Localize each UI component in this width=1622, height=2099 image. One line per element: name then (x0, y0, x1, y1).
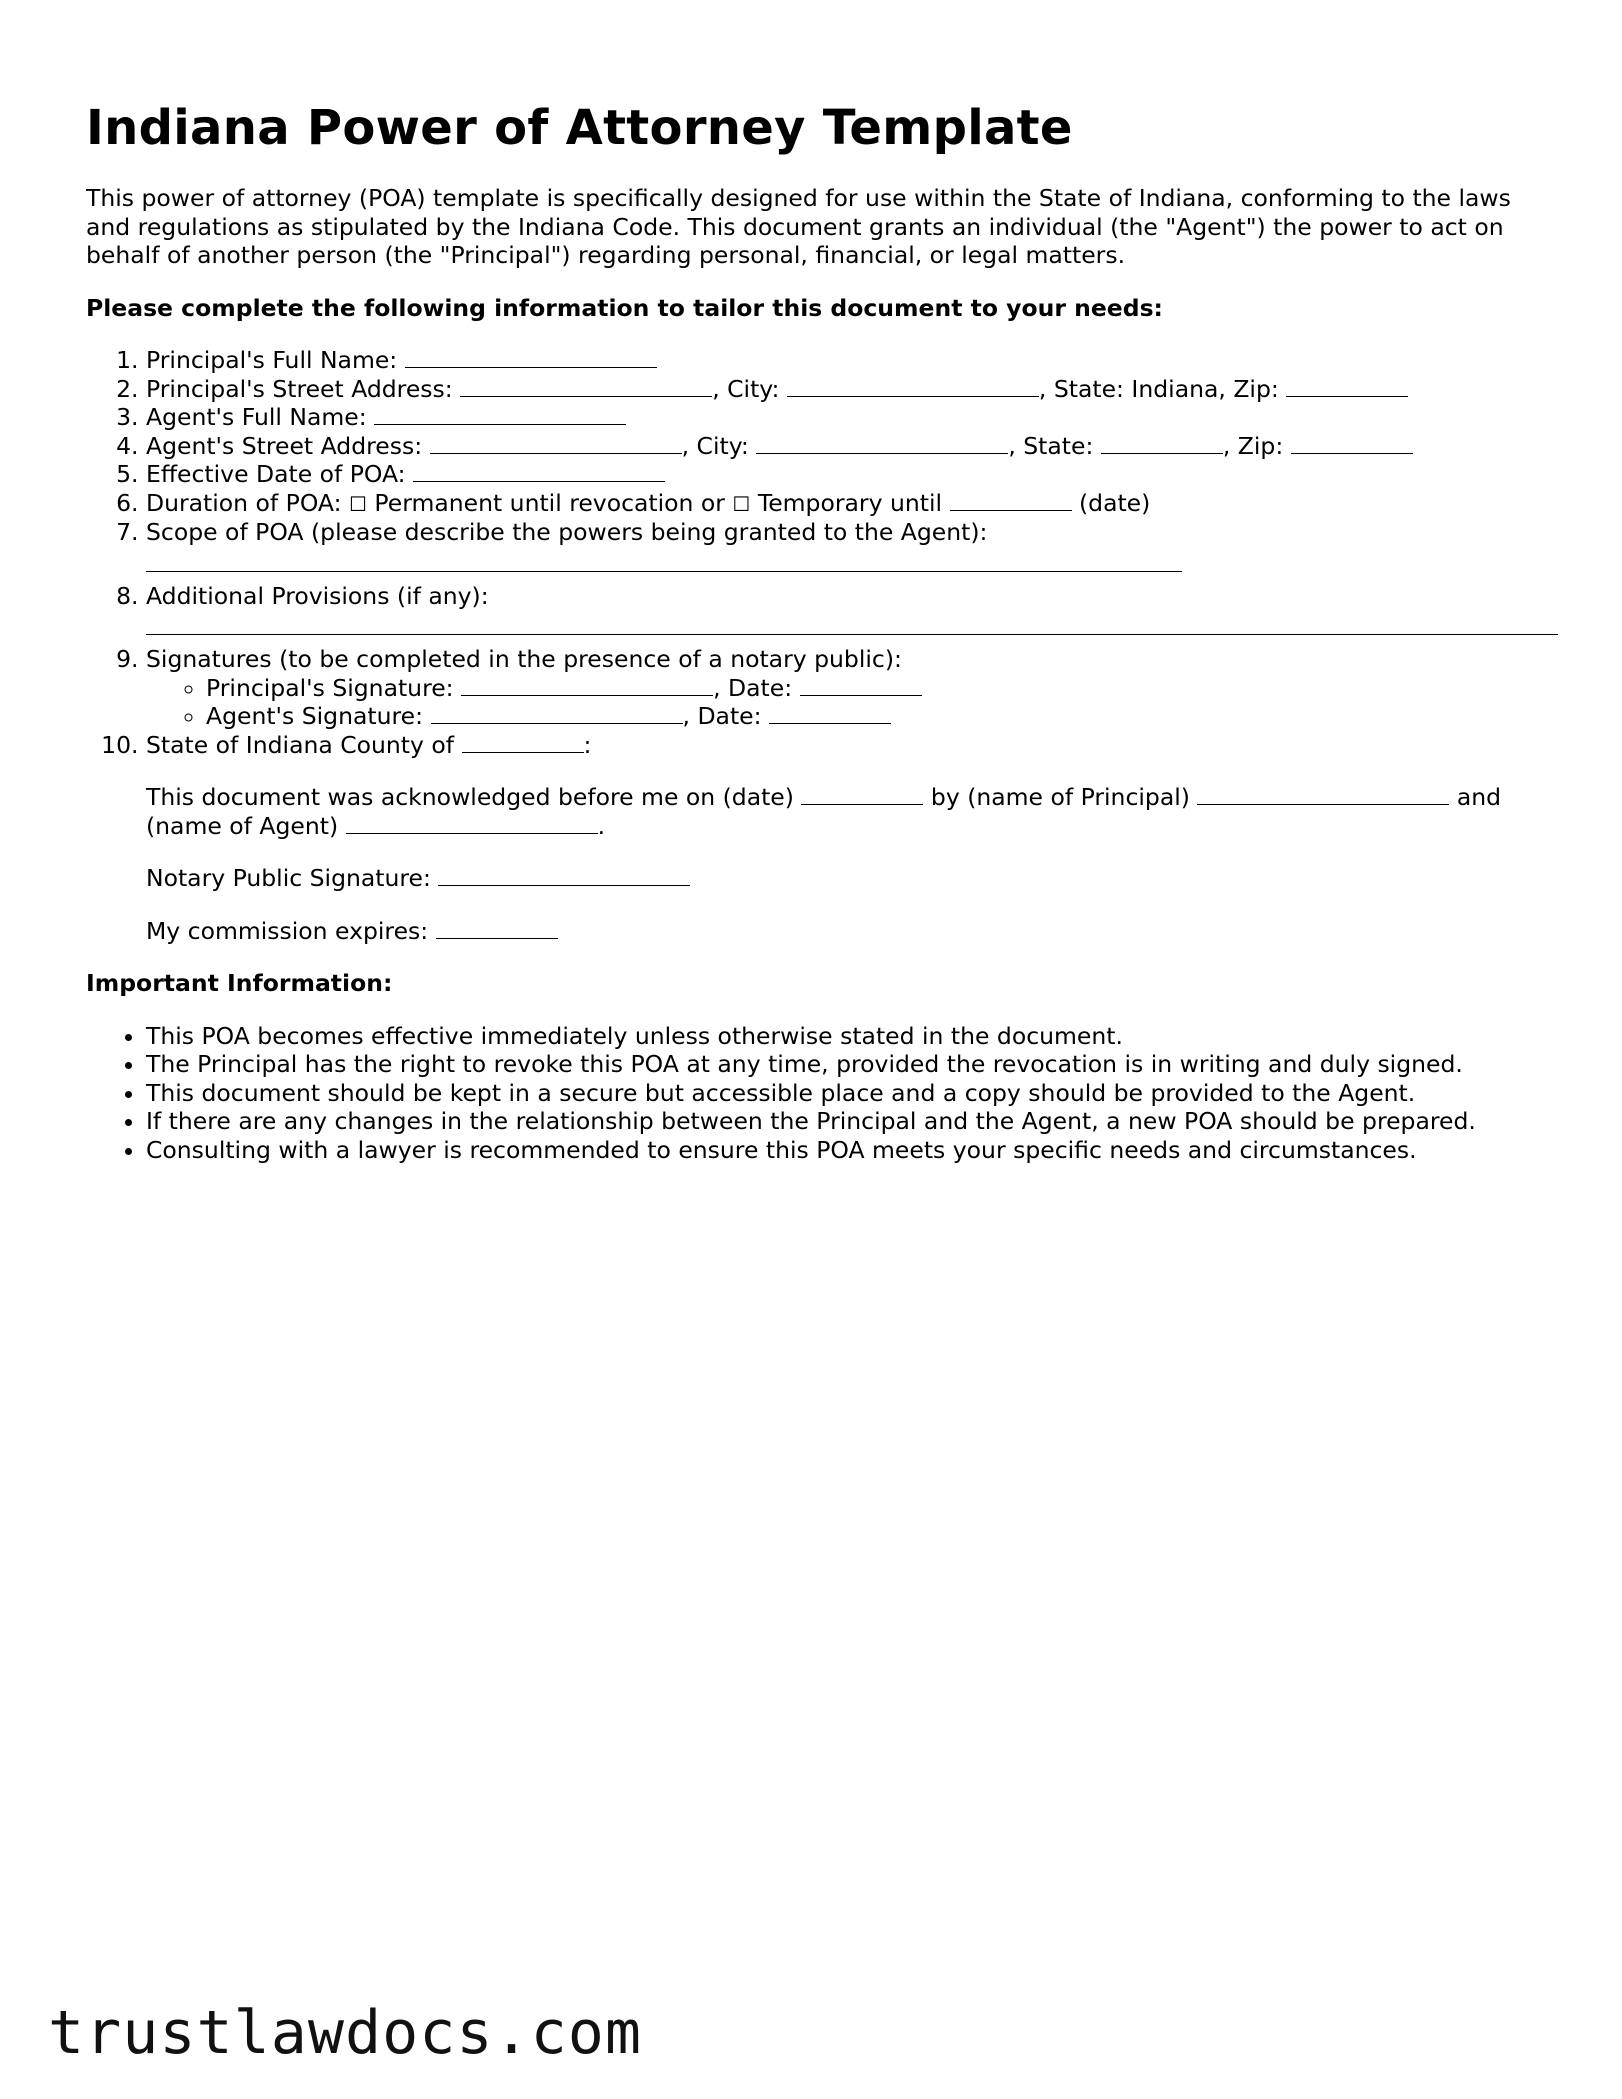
permanent-checkbox[interactable]: ☐ (348, 491, 367, 516)
principal-address-label: Principal's Street Address: (146, 374, 453, 403)
principal-address-blank[interactable] (460, 376, 712, 397)
list-item: • The Principal has the right to revoke this POA at any time, provided the revocation is in writing and duly signed. (146, 1050, 1546, 1079)
effective-date-label: Effective Date of POA: (146, 460, 406, 488)
acknowledgement-paragraph (146, 783, 1546, 840)
agent-zip-blank[interactable] (1291, 433, 1413, 454)
list-item: • This POA becomes effective immediately unless otherwise stated in the document. (146, 1022, 1546, 1051)
commission-blank[interactable] (436, 918, 558, 939)
list-item (146, 582, 1546, 636)
list-item (146, 432, 1546, 461)
notary-signature-label: Notary Public Signature: (146, 864, 431, 892)
important-heading: Important Information: (86, 969, 393, 997)
temporary-until-blank[interactable] (950, 490, 1072, 511)
list-item (146, 731, 1546, 946)
county-blank[interactable] (462, 732, 584, 753)
scope-label: Scope of POA (please describe the powers being granted to the Agent): (146, 518, 988, 546)
list-item (146, 489, 1546, 519)
county-colon: : (583, 730, 592, 759)
ack-agent-blank[interactable] (346, 813, 598, 834)
date-paren-label: (date) (1078, 488, 1151, 517)
list-item: • Consulting with a lawyer is recommended to ensure this POA meets your specific needs and circumstances. (146, 1136, 1546, 1165)
page-title: Indiana Power of Attorney Template (86, 100, 1073, 156)
permanent-label: Permanent until revocation or (374, 488, 725, 517)
zip-label: , Zip: (1222, 431, 1284, 460)
list-item (146, 346, 1546, 375)
county-label: State of Indiana County of (146, 730, 455, 759)
temporary-checkbox[interactable]: ☐ (732, 491, 751, 516)
document-page (86, 100, 1546, 1164)
agent-signature-blank[interactable] (431, 703, 683, 724)
list-item (146, 375, 1546, 404)
effective-date-blank[interactable] (413, 461, 665, 482)
state-indiana-zip-label: , State: Indiana, Zip: (1038, 374, 1279, 403)
additional-provisions-label: Additional Provisions (if any): (146, 581, 489, 610)
city-label: , City: (681, 431, 749, 460)
site-watermark: trustlawdocs.com (48, 1998, 642, 2068)
state-label: , State: (1008, 431, 1094, 460)
list-item (206, 702, 1546, 731)
principal-city-blank[interactable] (787, 376, 1039, 397)
temporary-label: Temporary until (757, 488, 943, 517)
signatures-label: Signatures (to be completed in the presence of a notary public): (146, 645, 902, 673)
ack-period: . (597, 811, 606, 840)
agent-name-label: Agent's Full Name: (146, 403, 367, 431)
ack-date-blank[interactable] (801, 784, 923, 805)
list-item (146, 403, 1546, 432)
list-item (206, 674, 1546, 703)
principal-signature-date-blank[interactable] (800, 675, 922, 696)
notary-signature-blank[interactable] (438, 865, 690, 886)
list-item (146, 460, 1546, 489)
form-fields-list (86, 346, 1546, 945)
ack-text-2: by (name of Principal) (930, 783, 1190, 811)
city-label: , City: (712, 374, 780, 403)
notary-section (146, 783, 1546, 945)
agent-address-blank[interactable] (430, 433, 682, 454)
additional-provisions-blank[interactable] (146, 610, 1558, 635)
commission-label: My commission expires: (146, 916, 429, 945)
commission-line (146, 917, 1546, 946)
list-item (146, 518, 1546, 572)
agent-signature-label: Agent's Signature: (206, 702, 424, 730)
principal-signature-label: Principal's Signature: (206, 673, 454, 702)
list-item: • If there are any changes in the relationship between the Principal and the Agent, a new POA should be prepared. (146, 1107, 1546, 1136)
ack-principal-blank[interactable] (1197, 784, 1449, 805)
notary-signature-line (146, 864, 1546, 893)
ack-text-3: and (name of Agent) (146, 783, 1502, 840)
date-label: , Date: (713, 673, 793, 702)
agent-signature-date-blank[interactable] (769, 703, 891, 724)
date-label: , Date: (682, 702, 762, 730)
ack-text-1: This document was acknowledged before me on (date) (146, 783, 794, 811)
agent-city-blank[interactable] (756, 433, 1008, 454)
intro-paragraph: This power of attorney (POA) template is specifically designed for use within the State of Indiana, conforming to the laws and regulations as stipulated by the Indiana Code. This document grants an individual (the "Agent") the power to act on behalf of another person (the "Principal") regarding personal, financial, or legal matters. (86, 184, 1511, 269)
list-item (146, 645, 1546, 731)
list-item: • This document should be kept in a secure but accessible place and a copy should be provided to the Agent. (146, 1079, 1546, 1108)
agent-name-blank[interactable] (374, 404, 626, 425)
principal-zip-blank[interactable] (1286, 376, 1408, 397)
agent-state-blank[interactable] (1101, 433, 1223, 454)
principal-signature-blank[interactable] (461, 675, 713, 696)
scope-blank[interactable] (146, 547, 1182, 572)
instructions-heading: Please complete the following information to tailor this document to your needs: (86, 293, 1163, 322)
duration-label: Duration of POA: (146, 488, 342, 517)
signatures-list (146, 674, 1546, 731)
principal-name-blank[interactable] (405, 347, 657, 368)
agent-address-label: Agent's Street Address: (146, 431, 423, 460)
important-list (86, 1022, 1546, 1165)
principal-name-label: Principal's Full Name: (146, 346, 398, 374)
